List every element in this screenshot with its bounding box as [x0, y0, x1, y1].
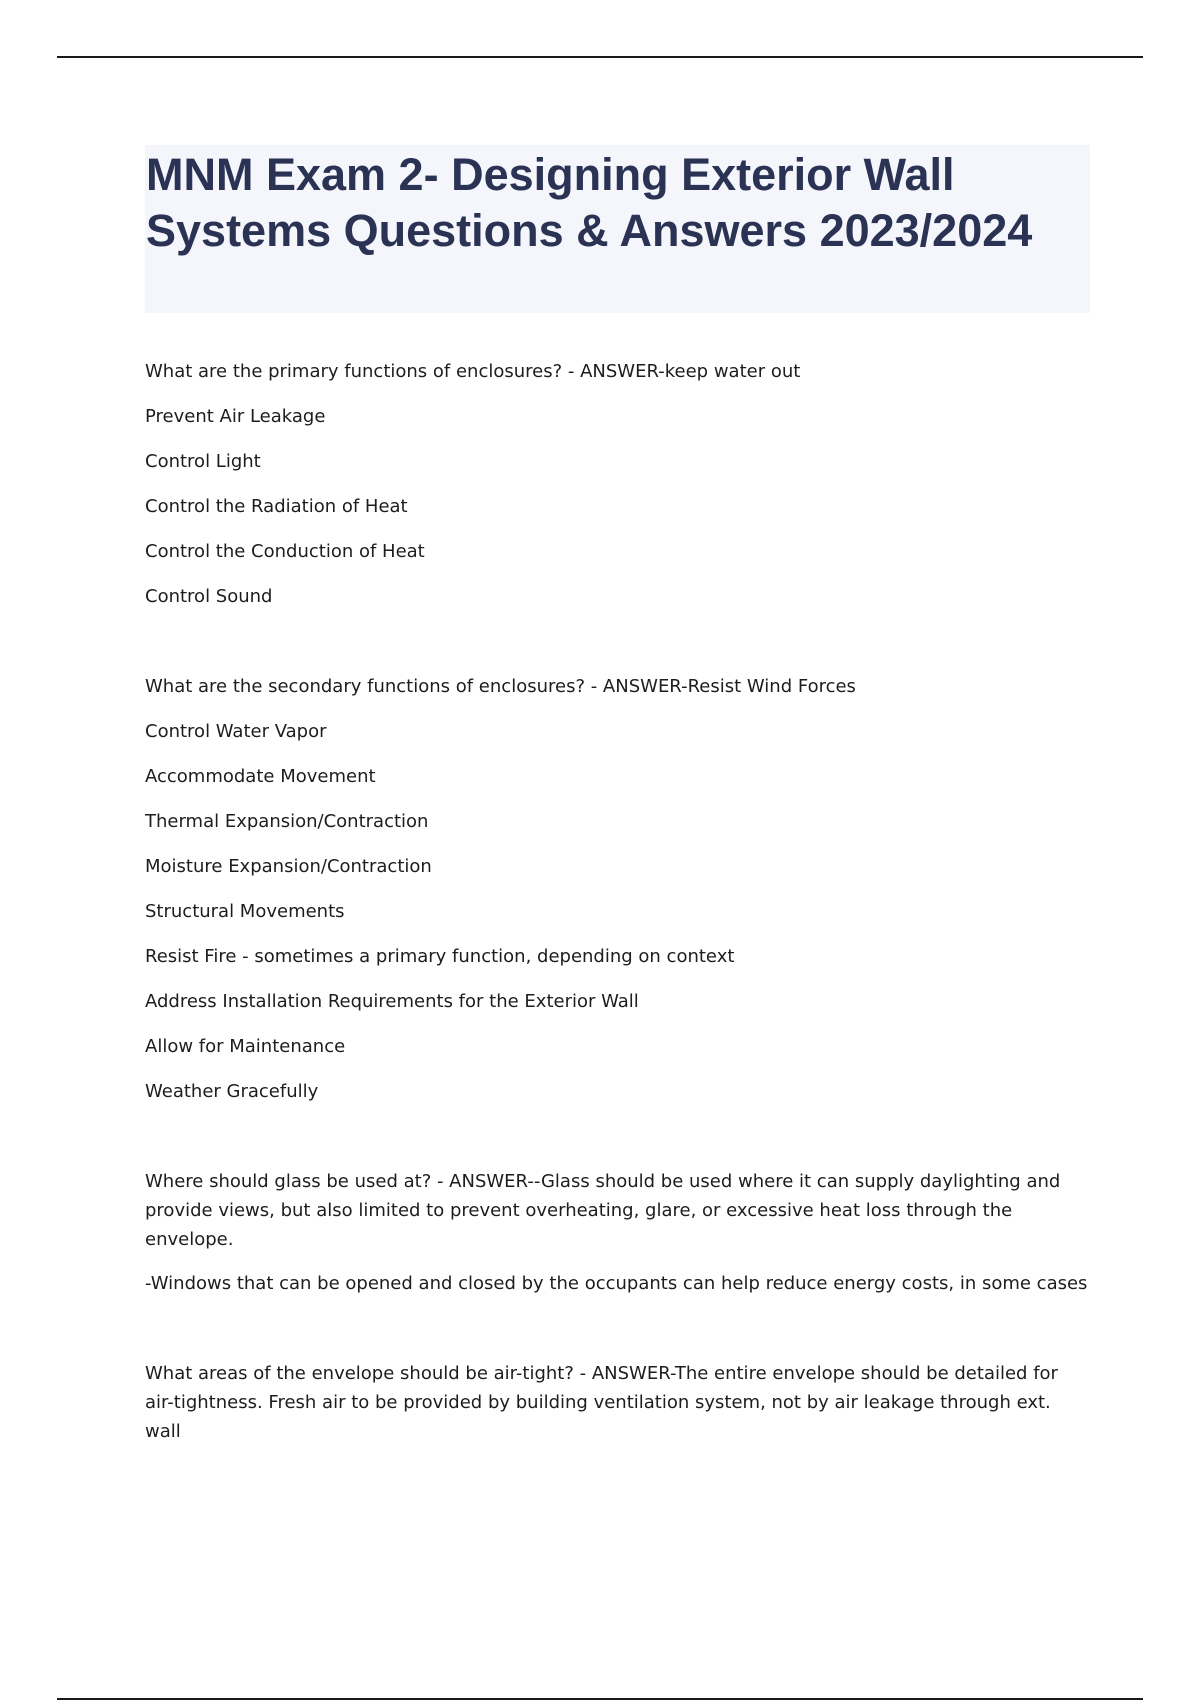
answer-line: -Windows that can be opened and closed by the occupants can help reduce energy costs, in some cases: [145, 1273, 1088, 1294]
question-answer: What are the secondary functions of enclosures? - ANSWER-Resist Wind Forces: [145, 676, 856, 697]
document-title: MNM Exam 2- Designing Exterior Wall Systems Questions & Answers 2023/2024: [146, 149, 1033, 256]
answer-line: Structural Movements: [145, 901, 345, 922]
question-answer: What areas of the envelope should be air-tight? - ANSWER-The entire envelope should be detailed for air-tightness. Fresh air to be provided by building ventilation system, not by air leakage through ext. wall: [145, 1363, 1058, 1442]
answer-line: Resist Fire - sometimes a primary function, depending on context: [145, 946, 735, 967]
qa-section-air-tightness: [145, 1359, 1090, 1446]
answer-line: Weather Gracefully: [145, 1081, 319, 1102]
answer-line: Control Sound: [145, 586, 273, 607]
answer-line: Accommodate Movement: [145, 766, 376, 787]
qa-content: [145, 357, 1090, 1446]
answer-line: Moisture Expansion/Contraction: [145, 856, 432, 877]
header-rule: [57, 56, 1143, 58]
answer-line: Allow for Maintenance: [145, 1036, 346, 1057]
qa-section-secondary-functions: [145, 672, 1090, 1107]
answer-line: Thermal Expansion/Contraction: [145, 811, 429, 832]
question-answer: Where should glass be used at? - ANSWER--Glass should be used where it can supply daylighting and provide views, but also limited to prevent overheating, glare, or excessive heat loss through the envelope.: [145, 1171, 1061, 1250]
question-answer: What are the primary functions of enclosures? - ANSWER-keep water out: [145, 361, 801, 382]
answer-line: Control the Radiation of Heat: [145, 496, 408, 517]
answer-line: Prevent Air Leakage: [145, 406, 326, 427]
answer-line: Address Installation Requirements for the Exterior Wall: [145, 991, 639, 1012]
qa-section-glass-usage: [145, 1167, 1090, 1299]
title-banner: [145, 145, 1090, 313]
answer-line: Control Water Vapor: [145, 721, 327, 742]
qa-section-primary-functions: [145, 357, 1090, 612]
answer-line: Control the Conduction of Heat: [145, 541, 425, 562]
answer-line: Control Light: [145, 451, 261, 472]
